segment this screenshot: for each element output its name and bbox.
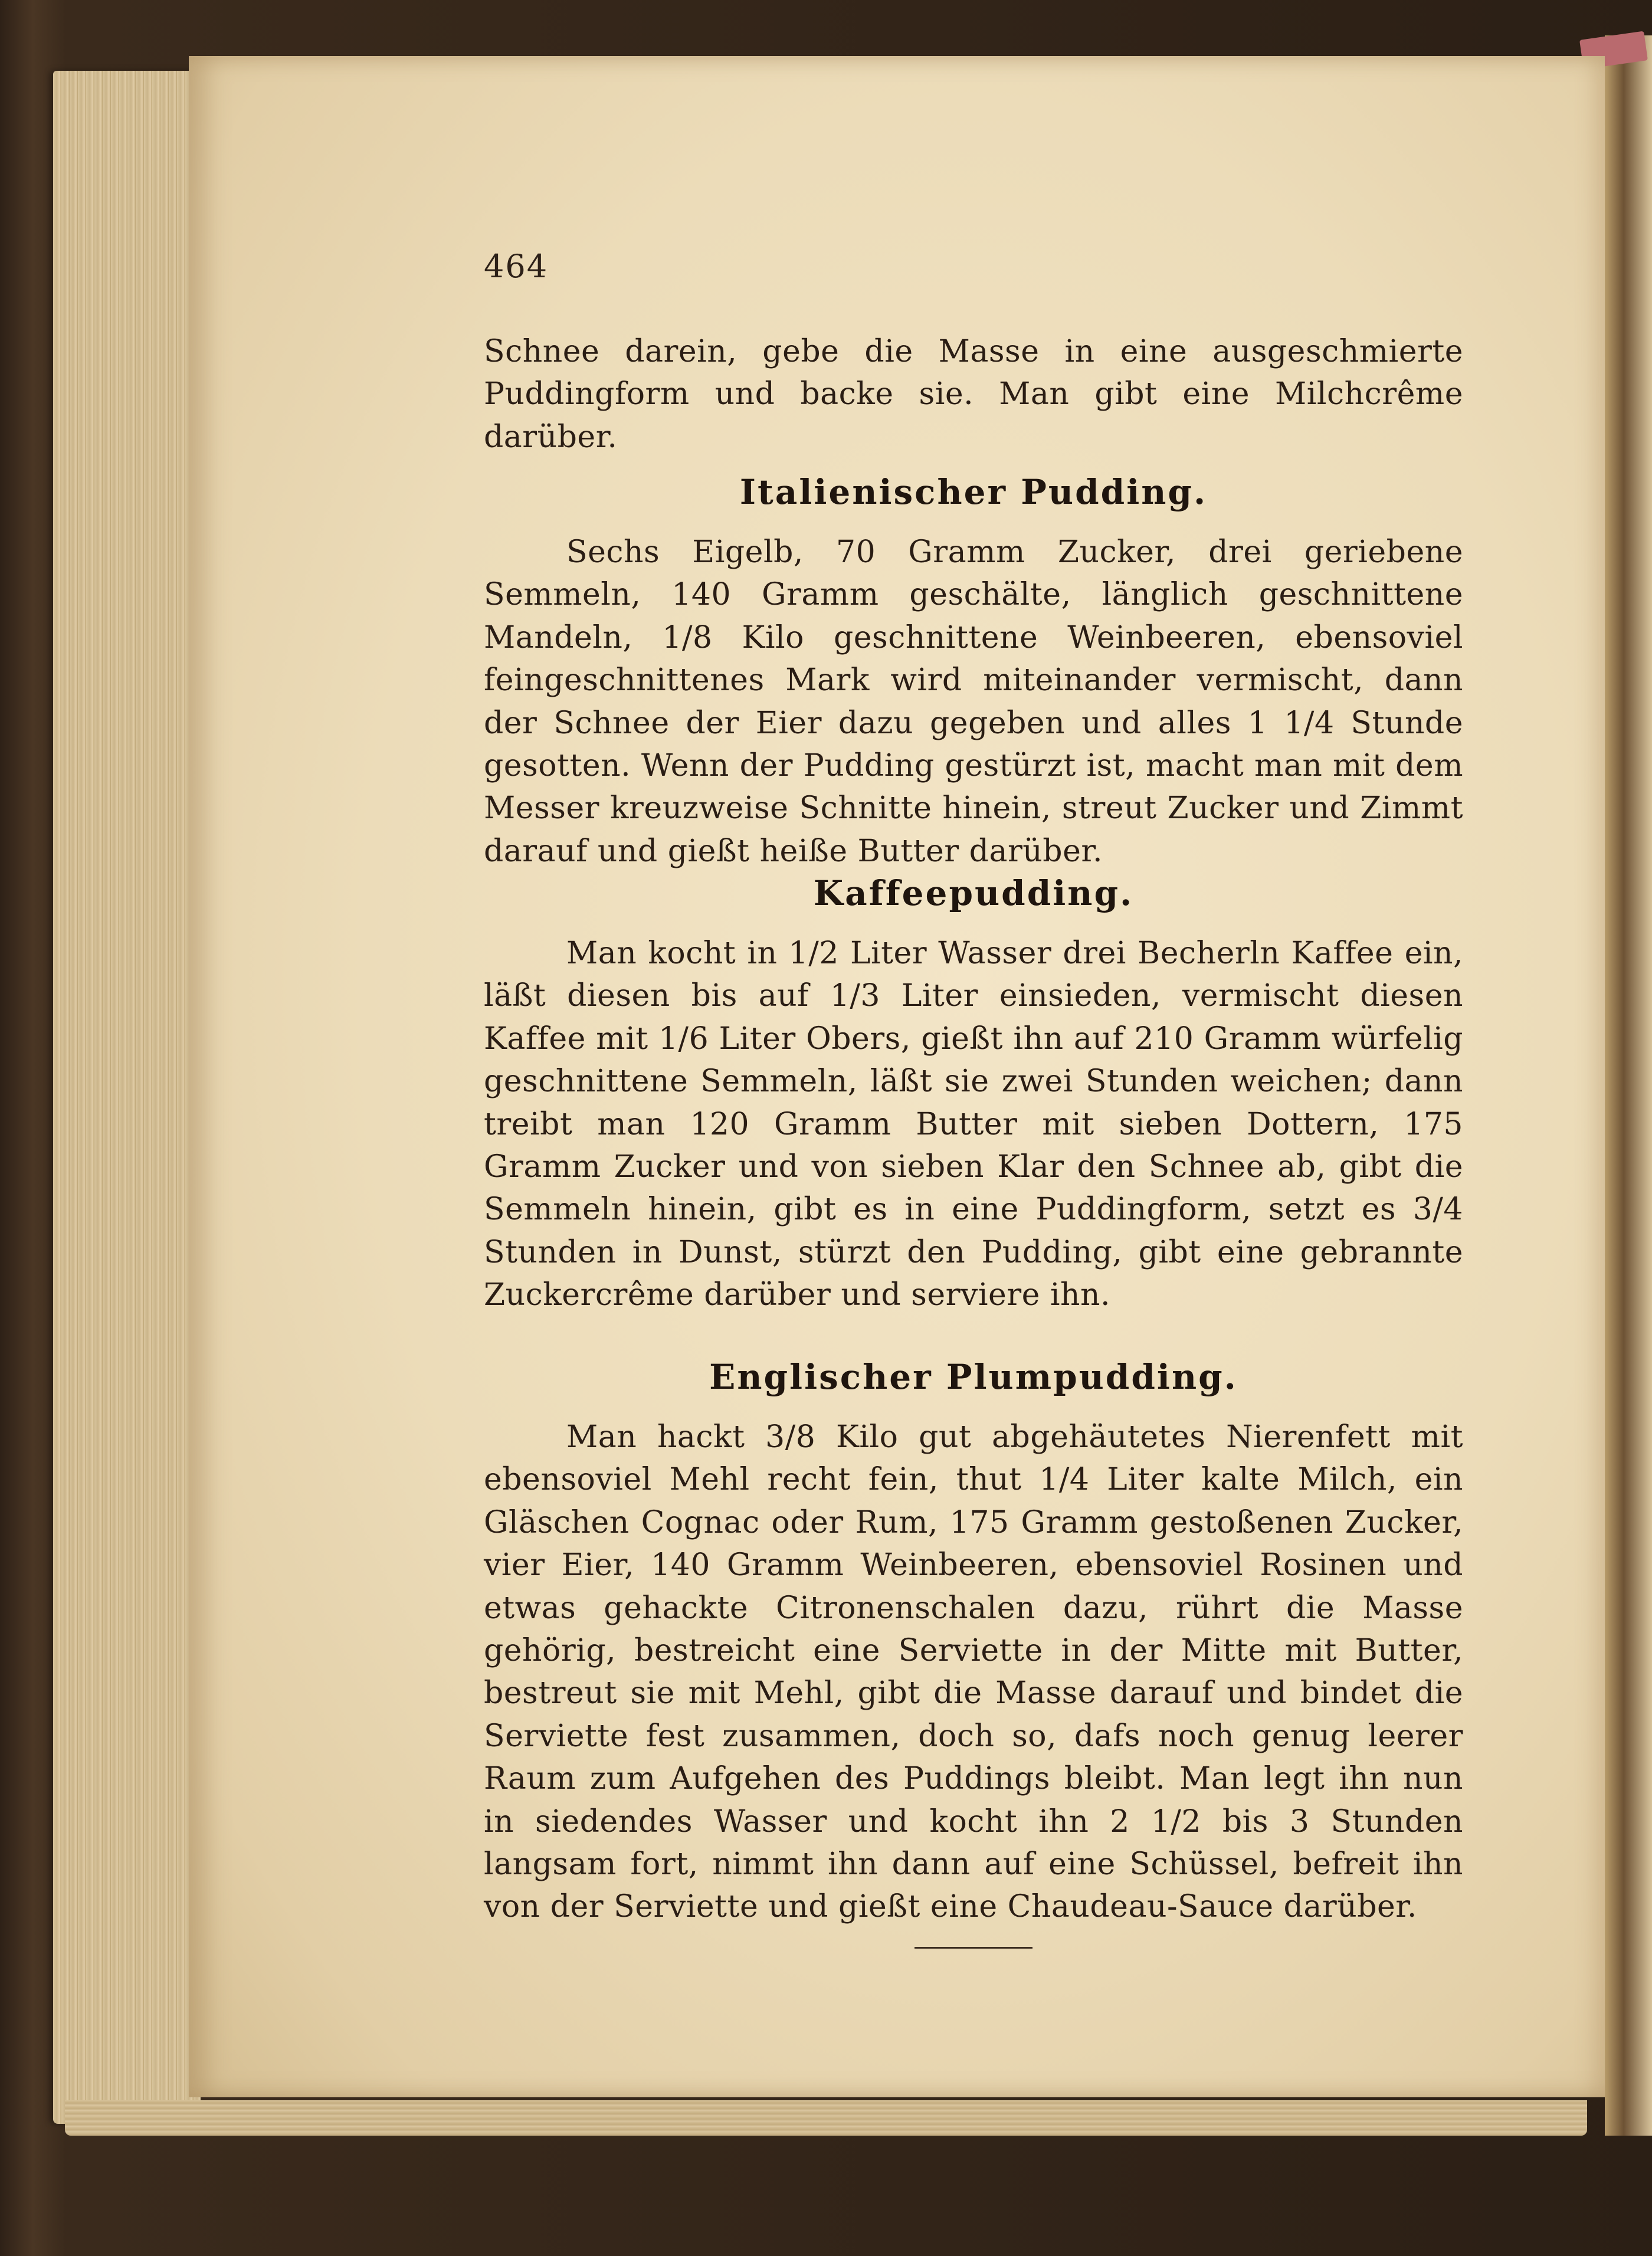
section-title-englischer-plumpudding: Englischer Plumpudding. xyxy=(709,1357,1238,1397)
section-body-englischer-plumpudding xyxy=(484,1416,1463,1929)
section-body-kaffeepudding xyxy=(484,932,1463,1317)
section-title-italienischer-pudding: Italienischer Pudding. xyxy=(739,472,1208,512)
recipe-text: Sechs Eigelb, 70 Gramm Zucker, drei geriebene Semmeln, 140 Gramm geschälte, länglich geschnittene Mandeln, 1/8 Kilo geschnittene Weinbeeren, ebensoviel feingeschnittenes Mark wird miteinander vermischt, dann der Schnee der Eier dazu gegeben und alles 1 1/4 Stunde gesotten. Wenn der Pudding gestürzt ist, macht man mit dem Messer kreuzweise Schnitte hinein, streut Zucker und Zimmt darauf und gießt heiße Butter darüber. xyxy=(484,535,1463,869)
intro-text: Schnee darein, gebe die Masse in eine ausgeschmierte Puddingform und backe sie. Man gibt eine Milchcrême darüber. xyxy=(484,334,1463,455)
book-gutter xyxy=(1605,35,1652,2136)
book-page-edges-bottom xyxy=(65,2100,1587,2136)
closing-rule xyxy=(914,1947,1032,1949)
book-page-edges xyxy=(53,71,201,2124)
intro-paragraph xyxy=(484,330,1463,458)
section-body-italienischer-pudding xyxy=(484,531,1463,873)
page-number: 464 xyxy=(484,248,549,285)
recipe-text: Man hackt 3/8 Kilo gut abgehäutetes Nierenfett mit ebensoviel Mehl recht fein, thut 1/4 Liter kalte Milch, ein Gläschen Cognac oder Rum, 175 Gramm gestoßenen Zucker, vier Eier, 140 Gramm Weinbeeren, ebensoviel Rosinen und etwas gehackte Citronenschalen dazu, rührt die Masse gehörig, bestreicht eine Serviette in der Mitte mit Butter, bestreut sie mit Mehl, gibt die Masse darauf und bindet die Serviette fest zusammen, doch so, dafs noch genug leerer Raum zum Aufgehen des Puddings bleibt. Man legt ihn nun in siedendes Wasser und kocht ihn 2 1/2 bis 3 Stunden langsam fort, nimmt ihn dann auf eine Schüssel, befreit ihn von der Serviette und gießt eine Chaudeau-Sauce darüber. xyxy=(484,1419,1463,1925)
recipe-text: Man kocht in 1/2 Liter Wasser drei Becherln Kaffee ein, läßt diesen bis auf 1/3 Liter einsieden, vermischt diesen Kaffee mit 1/6 Liter Obers, gießt ihn auf 210 Gramm würfelig geschnittene Semmeln, läßt sie zwei Stunden weichen; dann treibt man 120 Gramm Butter mit sieben Dottern, 175 Gramm Zucker und von sieben Klar den Schnee ab, gibt die Semmeln hinein, gibt es in eine Puddingform, setzt es 3/4 Stunden in Dunst, stürzt den Pudding, gibt eine gebrannte Zuckercrême darüber und serviere ihn. xyxy=(484,936,1463,1313)
section-title-kaffeepudding: Kaffeepudding. xyxy=(813,873,1134,913)
